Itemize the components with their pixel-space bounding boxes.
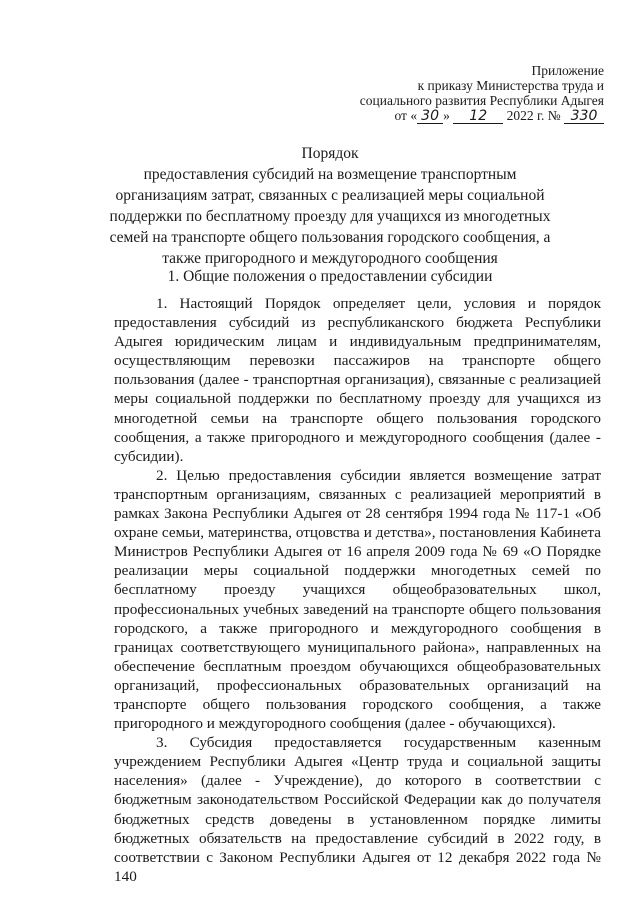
paragraph-3: 3. Субсидия предоставляется государственным казенным учреждением Республики Адыгея «Центр труда и социальной защиты населения» (далее - Учреждение), до которого в соответствии с бюджетным законодательством Российской Федерации как до получателя бюджетных средств доведены в установленном порядке лимиты бюджетных обязательств на предоставление субсидий в 2022 году, в соответствии с Законом Республики Адыгея от 12 декабря 2022 года № 140 — [114, 734, 601, 885]
handwritten-day: 30 — [417, 109, 443, 124]
date-prefix: от « — [394, 108, 418, 123]
section-heading: 1. Общие положения о предоставлении субсидии — [167, 268, 493, 285]
appendix-block — [360, 63, 604, 124]
body-text — [114, 294, 601, 886]
appendix-ministry: социального развития Республики Адыгея — [359, 93, 604, 108]
document-title — [100, 143, 560, 269]
appendix-date-line — [360, 108, 604, 124]
handwritten-number: 330 — [564, 109, 604, 124]
paragraph-2: 2. Целью предоставления субсидии является возмещение затрат транспортным организациям, связанных с реализацией мероприятий в рамках Закона Республики Адыгея от 28 сентября 1994 года № 117-1 «Об охране семьи, материнства, отцовства и детства», постановления Кабинета Министров Республики Адыгея от 16 апреля 2009 года № 69 «О Порядке реализации меры социальной поддержки многодетных семей по бесплатному проезду учащихся общеобразовательных школ, профессиональных учебных заведений на транспорте общего пользования городского, а также пригородного и междугородного сообщения в границах соответствующего муниципального района», направленных на обеспечение бесплатным проездом обучающихся общеобразовательных организаций, профессиональных образовательных организаций на транспорте общего пользования городского сообщения, а также пригородного и междугородного сообщения (далее - обучающихся). — [114, 466, 601, 733]
paragraph-1: 1. Настоящий Порядок определяет цели, условия и порядок предоставления субсидий из республиканского бюджета Республики Адыгея юридическим лицам и индивидуальным предпринимателям, осуществляющим перевозки пассажиров на транспорте общего пользования (далее - транспортная организация), связанные с реализацией меры социальной поддержки по бесплатному проезду для учащихся из многодетной семьи на транспорте общего пользования городского сообщения, а также пригородного и междугородного сообщения (далее - субсидии). — [114, 295, 601, 465]
title-heading: Порядок — [301, 145, 359, 162]
appendix-label: Приложение — [531, 63, 604, 78]
title-subtitle: предоставления субсидий на возмещение транспортным организациям затрат, связанных с реализацией меры социальной поддержки по бесплатному проезду для учащихся из многодетных семей на транспорте общего пользования городского сообщения, а также пригородного и междугородного сообщения — [109, 166, 551, 267]
date-mid: » — [443, 108, 450, 123]
year-text: 2022 г. № — [506, 108, 561, 123]
appendix-order-ref: к приказу Министерства труда и — [417, 78, 604, 93]
handwritten-month: 12 — [453, 109, 503, 124]
